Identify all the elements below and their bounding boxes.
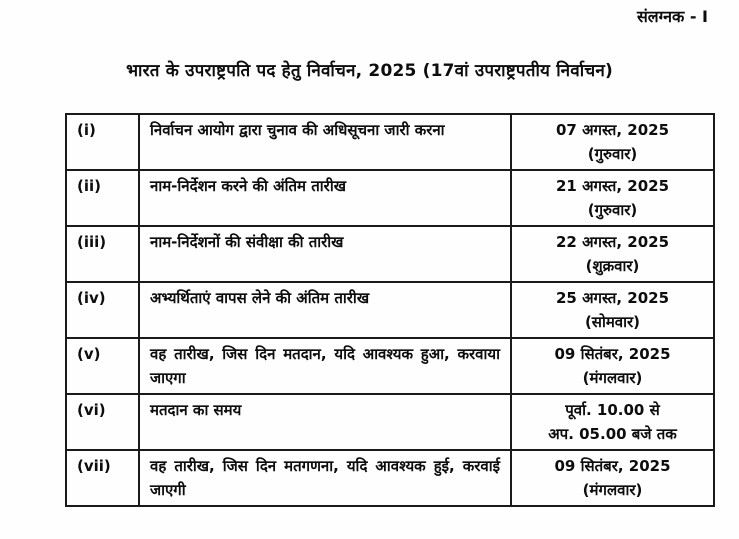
table-row: [66, 170, 714, 226]
row-description: अभ्यर्थिताएं वापस लेने की अंतिम तारीख: [139, 282, 511, 338]
row-description: निर्वाचन आयोग द्वारा चुनाव की अधिसूचना जारी करना: [139, 114, 511, 170]
table-row: [66, 226, 714, 282]
row-date: [511, 450, 714, 506]
row-date: [511, 394, 714, 450]
row-description: नाम-निर्देशनों की संवीक्षा की तारीख: [139, 226, 511, 282]
row-description: वह तारीख, जिस दिन मतदान, यदि आवश्यक हुआ, करवाया जाएगा: [139, 338, 511, 394]
date-day: (मंगलवार): [582, 481, 643, 499]
row-description: नाम-निर्देशन करने की अंतिम तारीख: [139, 170, 511, 226]
row-serial: (vi): [66, 394, 139, 450]
date-value: 09 सितंबर, 2025: [554, 457, 671, 475]
row-description: वह तारीख, जिस दिन मतगणना, यदि आवश्यक हुई, करवाई जाएगी: [139, 450, 511, 506]
date-value: 21 अगस्त, 2025: [555, 177, 670, 195]
table-row: [66, 338, 714, 394]
date-day: (सोमवार): [584, 313, 641, 331]
date-value: 25 अगस्त, 2025: [555, 289, 670, 307]
table-row: [66, 114, 714, 170]
row-date: [511, 338, 714, 394]
date-day: (गुरुवार): [587, 201, 638, 219]
date-day: (गुरुवार): [587, 145, 638, 163]
row-serial: (vii): [66, 450, 139, 506]
row-serial: (v): [66, 338, 139, 394]
row-date: [511, 114, 714, 170]
date-day: (शुक्रवार): [585, 257, 640, 275]
date-day: अप. 05.00 बजे तक: [548, 425, 677, 443]
date-value: 07 अगस्त, 2025: [555, 121, 670, 139]
table-row: [66, 282, 714, 338]
row-date: [511, 226, 714, 282]
election-schedule-table: [65, 113, 715, 507]
row-description: मतदान का समय: [139, 394, 511, 450]
row-date: [511, 282, 714, 338]
page-title: भारत के उपराष्ट्रपति पद हेतु निर्वाचन, 2025 (17वां उपराष्ट्रपतीय निर्वाचन): [126, 61, 613, 81]
row-date: [511, 170, 714, 226]
date-value: पूर्वा. 10.00 से: [565, 401, 660, 419]
row-serial: (iii): [66, 226, 139, 282]
date-day: (मंगलवार): [582, 369, 643, 387]
table-row: [66, 394, 714, 450]
date-value: 09 सितंबर, 2025: [554, 345, 671, 363]
row-serial: (iv): [66, 282, 139, 338]
row-serial: (ii): [66, 170, 139, 226]
row-serial: (i): [66, 114, 139, 170]
date-value: 22 अगस्त, 2025: [555, 233, 670, 251]
table-row: [66, 450, 714, 506]
annexure-label: संलग्नक - I: [636, 7, 708, 26]
